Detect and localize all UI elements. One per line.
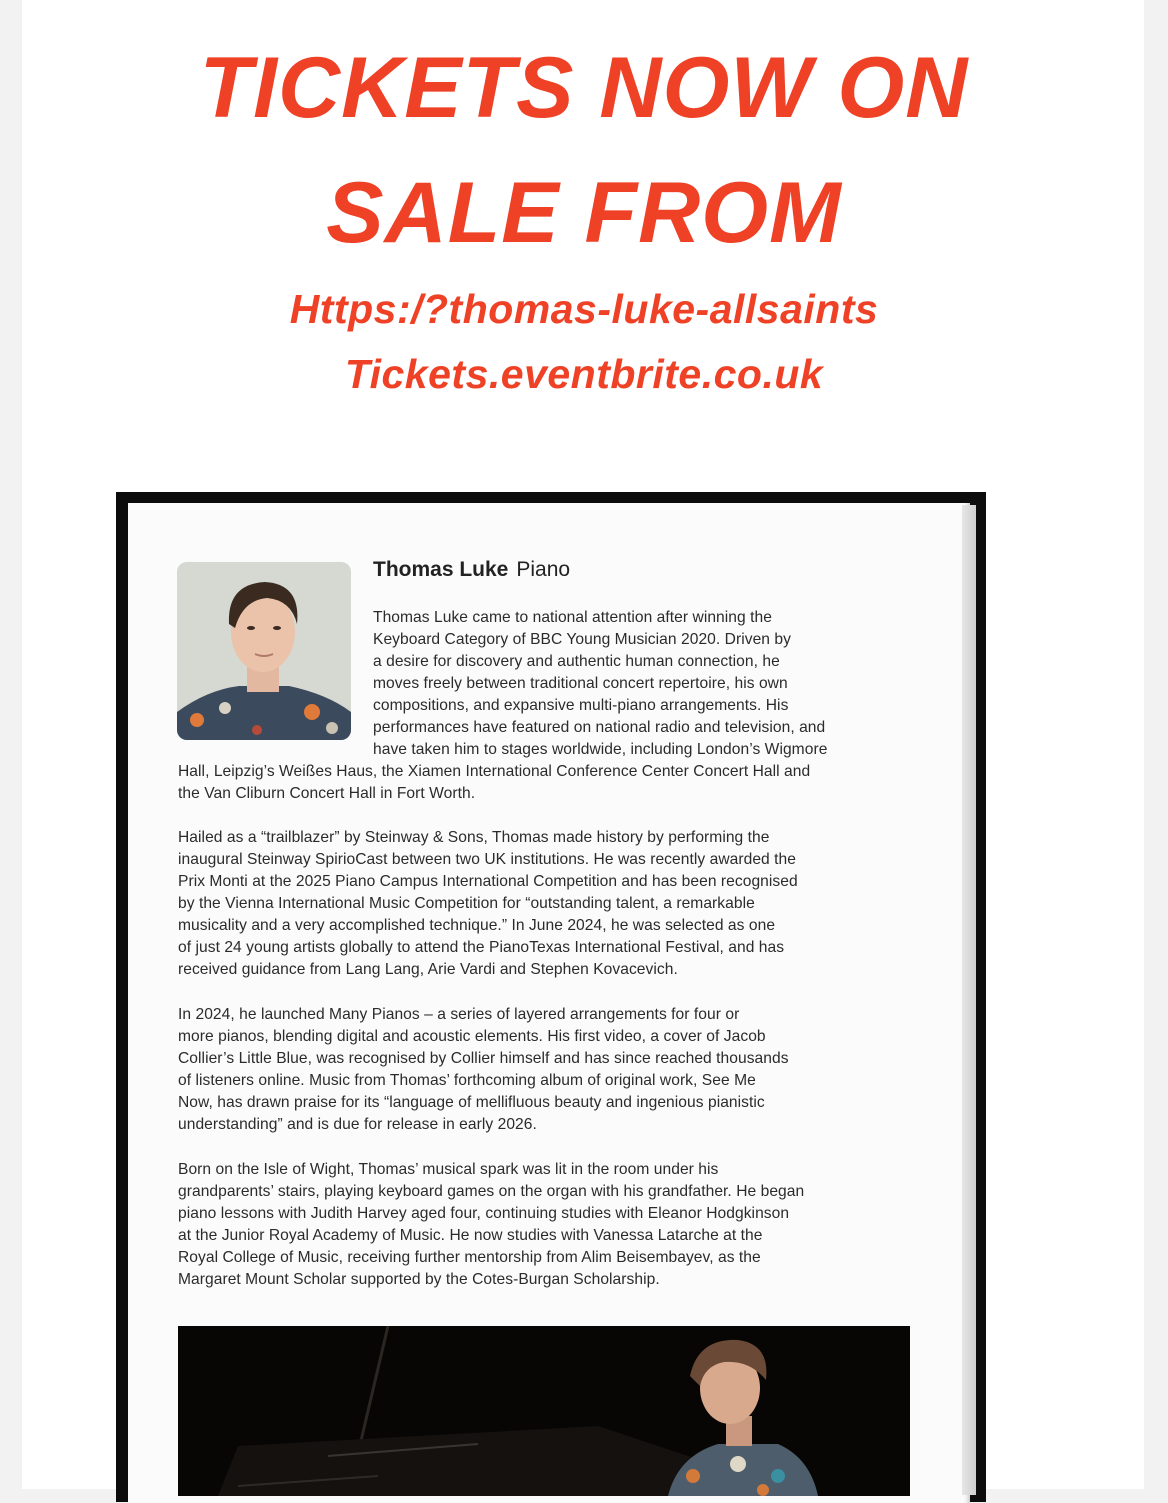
performer-heading [373, 558, 570, 582]
performance-photo [178, 1326, 910, 1496]
bio-line: musicality and a very accomplished technique.” In June 2024, he was selected as one [178, 917, 776, 934]
bio-line: understanding” and is due for release in early 2026. [178, 1116, 537, 1133]
ticket-url-line-2: Tickets.eventbrite.co.uk [344, 351, 824, 397]
bio-line: Now, has drawn praise for its “language of mellifluous beauty and ingenious pianistic [178, 1094, 765, 1111]
bio-line: compositions, and expansive multi-piano arrangements. His [373, 697, 789, 714]
bio-line: of listeners online. Music from Thomas’ forthcoming album of original work, See Me [178, 1072, 756, 1089]
bio-line: at the Junior Royal Academy of Music. He now studies with Vanessa Latarche at the [178, 1227, 763, 1244]
performer-instrument: Piano [516, 558, 571, 581]
portrait-photo [177, 562, 351, 740]
headline-line-1: TICKETS NOW ON [199, 40, 969, 136]
bio-line: Prix Monti at the 2025 Piano Campus International Competition and has been recognised [178, 873, 798, 890]
bio-line: In 2024, he launched Many Pianos – a series of layered arrangements for four or [178, 1006, 740, 1023]
bio-line: of just 24 young artists globally to attend the PianoTexas International Festival, and has [178, 939, 785, 956]
bio-line: received guidance from Lang Lang, Arie Vardi and Stephen Kovacevich. [178, 961, 678, 978]
bio-line: Hailed as a “trailblazer” by Steinway & Sons, Thomas made history by performing the [178, 829, 770, 846]
performer-name: Thomas Luke [373, 558, 509, 581]
bio-line: Keyboard Category of BBC Young Musician 2020. Driven by [373, 631, 791, 648]
bio-line: a desire for discovery and authentic human connection, he [373, 653, 780, 670]
bio-line: Royal College of Music, receiving further mentorship from Alim Beisembayev, as the [178, 1249, 761, 1266]
page-curl-edge [962, 505, 976, 1495]
bio-line: performances have featured on national radio and television, and [373, 719, 826, 736]
bio-line: by the Vienna International Music Competition for “outstanding talent, a remarkable [178, 895, 755, 912]
bio-line: piano lessons with Judith Harvey aged four, continuing studies with Eleanor Hodgkinson [178, 1205, 790, 1222]
headline-line-2: SALE FROM [326, 165, 842, 261]
bio-line: have taken him to stages worldwide, including London’s Wigmore [373, 741, 828, 758]
bio-line: moves freely between traditional concert repertoire, his own [373, 675, 788, 692]
bio-line: inaugural Steinway SpirioCast between two UK institutions. He was recently awarded the [178, 851, 796, 868]
bio-line: the Van Cliburn Concert Hall in Fort Worth. [178, 785, 476, 802]
bio-line: Thomas Luke came to national attention after winning the [373, 609, 772, 626]
bio-line: Born on the Isle of Wight, Thomas’ musical spark was lit in the room under his [178, 1161, 719, 1178]
bio-line: more pianos, blending digital and acoustic elements. His first video, a cover of Jacob [178, 1028, 766, 1045]
bio-line: grandparents’ stairs, playing keyboard games on the organ with his grandfather. He began [178, 1183, 805, 1200]
ticket-url-line-1: Https:/?thomas-luke-allsaints [289, 286, 879, 332]
bio-line: Collier’s Little Blue, was recognised by Collier himself and has since reached thousands [178, 1050, 789, 1067]
bio-line: Margaret Mount Scholar supported by the Cotes-Burgan Scholarship. [178, 1271, 660, 1288]
bio-line: Hall, Leipzig’s Weißes Haus, the Xiamen International Conference Center Concert Hall and [178, 763, 811, 780]
